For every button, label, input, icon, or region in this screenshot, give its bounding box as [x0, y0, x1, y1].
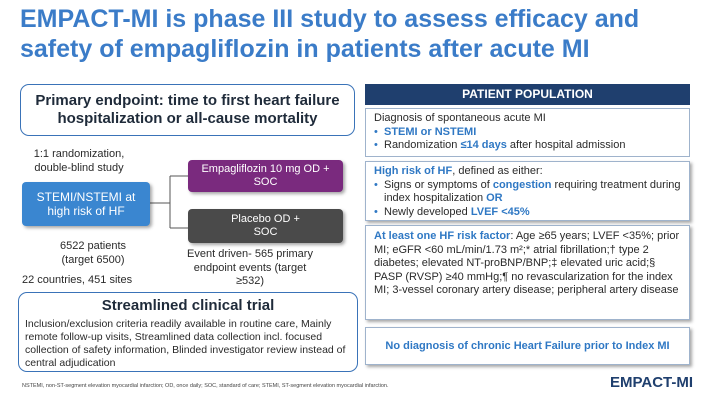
streamlined-title: Streamlined clinical trial: [101, 297, 275, 314]
high-risk-lead: High risk of HF, defined as either:: [374, 165, 543, 177]
risk-factor-lead: At least one HF risk factor: [374, 230, 511, 242]
criteria-box-diagnosis: [365, 108, 690, 157]
criteria-box-risk-factor: [365, 225, 690, 320]
population-box: [22, 182, 150, 226]
risk-factor-text: : Age ≥65 years; LVEF <35%; prior MI; eGFR <60 mL/min/1.73 m²;* atrial fibrillation;† type 2 diabetes; elevated NT-proBNP/BNP;‡ elevated uric acid;§ PASP (RVSP) ≥40 mmHg;¶ no revascularization for the index MI; 3-vessel coronary artery disease; peripheral artery disease: [374, 230, 680, 296]
patient-population-header: PATIENT POPULATION: [365, 84, 690, 105]
diagnosis-intro: Diagnosis of spontaneous acute MI: [374, 112, 546, 124]
primary-endpoint-text: Primary endpoint: time to first heart failure hospitalization or all-cause mortality: [35, 92, 340, 127]
event-target: Event driven- 565 primary endpoint events (target ≥532): [187, 248, 313, 287]
criteria-box-no-chf: [365, 327, 690, 365]
empagliflozin-arm-text: Empagliflozin 10 mg OD + SOC: [201, 162, 330, 188]
streamlined-text: Inclusion/exclusion criteria readily available in routine care, Mainly remote follow-up visits, Streamlined data collection incl. focused collection of safety information, Blinded investigator review instead of central adjudication: [25, 318, 346, 369]
placebo-arm: [188, 209, 343, 243]
high-risk-item-lvef: • Newly developed LVEF <45%: [374, 206, 681, 220]
randomization-text: 1:1 randomization, double-blind study: [33, 148, 125, 174]
population-box-text: STEMI/NSTEMI at high risk of HF: [36, 190, 136, 218]
diagnosis-item-stemi: • STEMI or NSTEMI: [374, 126, 681, 140]
criteria-box-high-risk: [365, 161, 690, 221]
empagliflozin-arm: [188, 160, 343, 192]
diagnosis-item-randomization: • Randomization ≤14 days after hospital admission: [374, 139, 681, 153]
no-chf-text: No diagnosis of chronic Heart Failure prior to Index MI: [385, 340, 670, 352]
streamlined-box: [18, 292, 358, 372]
footnote: NSTEMI, non-ST-segment elevation myocardial infarction; OD, once daily; SOC, standard of care; STEMI, ST-segment elevation myocardial infarction.: [22, 383, 389, 389]
logo: EMPACT-MI: [610, 374, 694, 391]
patients-count: 6522 patients (target 6500): [59, 240, 127, 266]
page-title: EMPACT-MI is phase III study to assess efficacy and safety of empagliflozin in patients after acute MI: [20, 5, 640, 63]
placebo-arm-text: Placebo OD + SOC: [231, 212, 300, 238]
high-risk-item-congestion: • Signs or symptoms of congestion requiring treatment during index hospitalization OR: [374, 179, 681, 206]
sites-count: 22 countries, 451 sites: [22, 274, 133, 286]
